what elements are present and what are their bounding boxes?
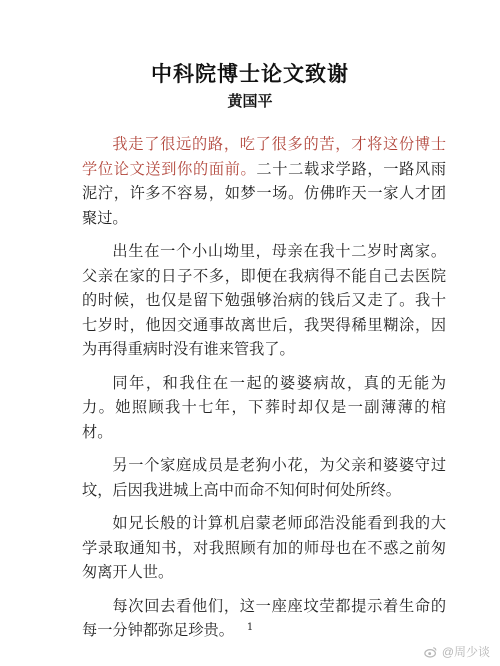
paragraph-text: 另一个家庭成员是老狗小花，为父亲和婆婆守过坟，后因我进城上高中而命不知何时何处所终。 xyxy=(82,456,446,499)
paragraph-text: 二十二载求学路，一路风雨泥泞，许多不容易，如梦一场。仿佛昨天一家人才团聚过。 xyxy=(82,159,447,227)
weibo-icon xyxy=(424,645,438,659)
page-number: 1 xyxy=(246,622,254,633)
paragraph-highlight: 我走了很远的路，吃了很多的苦，才将这份博士学位论文送到你的面前。 xyxy=(82,135,446,178)
paragraph xyxy=(82,239,446,362)
paragraph-text: 每次回去看他们，这一座座坟茔都提示着生命的每一分钟都弥足珍贵。 xyxy=(82,596,446,639)
watermark xyxy=(424,643,490,660)
document-body xyxy=(82,132,446,652)
paragraph-text: 同年，和我住在一起的婆婆病故，真的无能为力。她照顾我十七年，下葬时却仅是一副薄薄的棺材。 xyxy=(82,373,446,441)
document-title: 中科院博士论文致谢 xyxy=(151,61,349,86)
paragraph xyxy=(82,132,446,230)
paragraph-text: 出生在一个小山坳里，母亲在我十二岁时离家。父亲在家的日子不多，即便在我病得不能自己去医院的时候，也仅是留下勉强够治病的钱后又走了。我十七岁时，他因交通事故离世后，我哭得稀里糊涂，因为再得重病时没有谁来管我了。 xyxy=(82,242,446,358)
paragraph xyxy=(82,453,446,502)
document-author: 黄国平 xyxy=(227,92,273,110)
watermark-text: @周少谈 xyxy=(441,645,490,659)
paragraph xyxy=(82,371,446,445)
paragraph xyxy=(82,511,446,585)
paragraph-text: 如兄长般的计算机启蒙老师邱浩没能看到我的大学录取通知书，对我照顾有加的师母也在不惑之前匆匆离开人世。 xyxy=(82,514,446,581)
paragraph xyxy=(82,594,446,643)
